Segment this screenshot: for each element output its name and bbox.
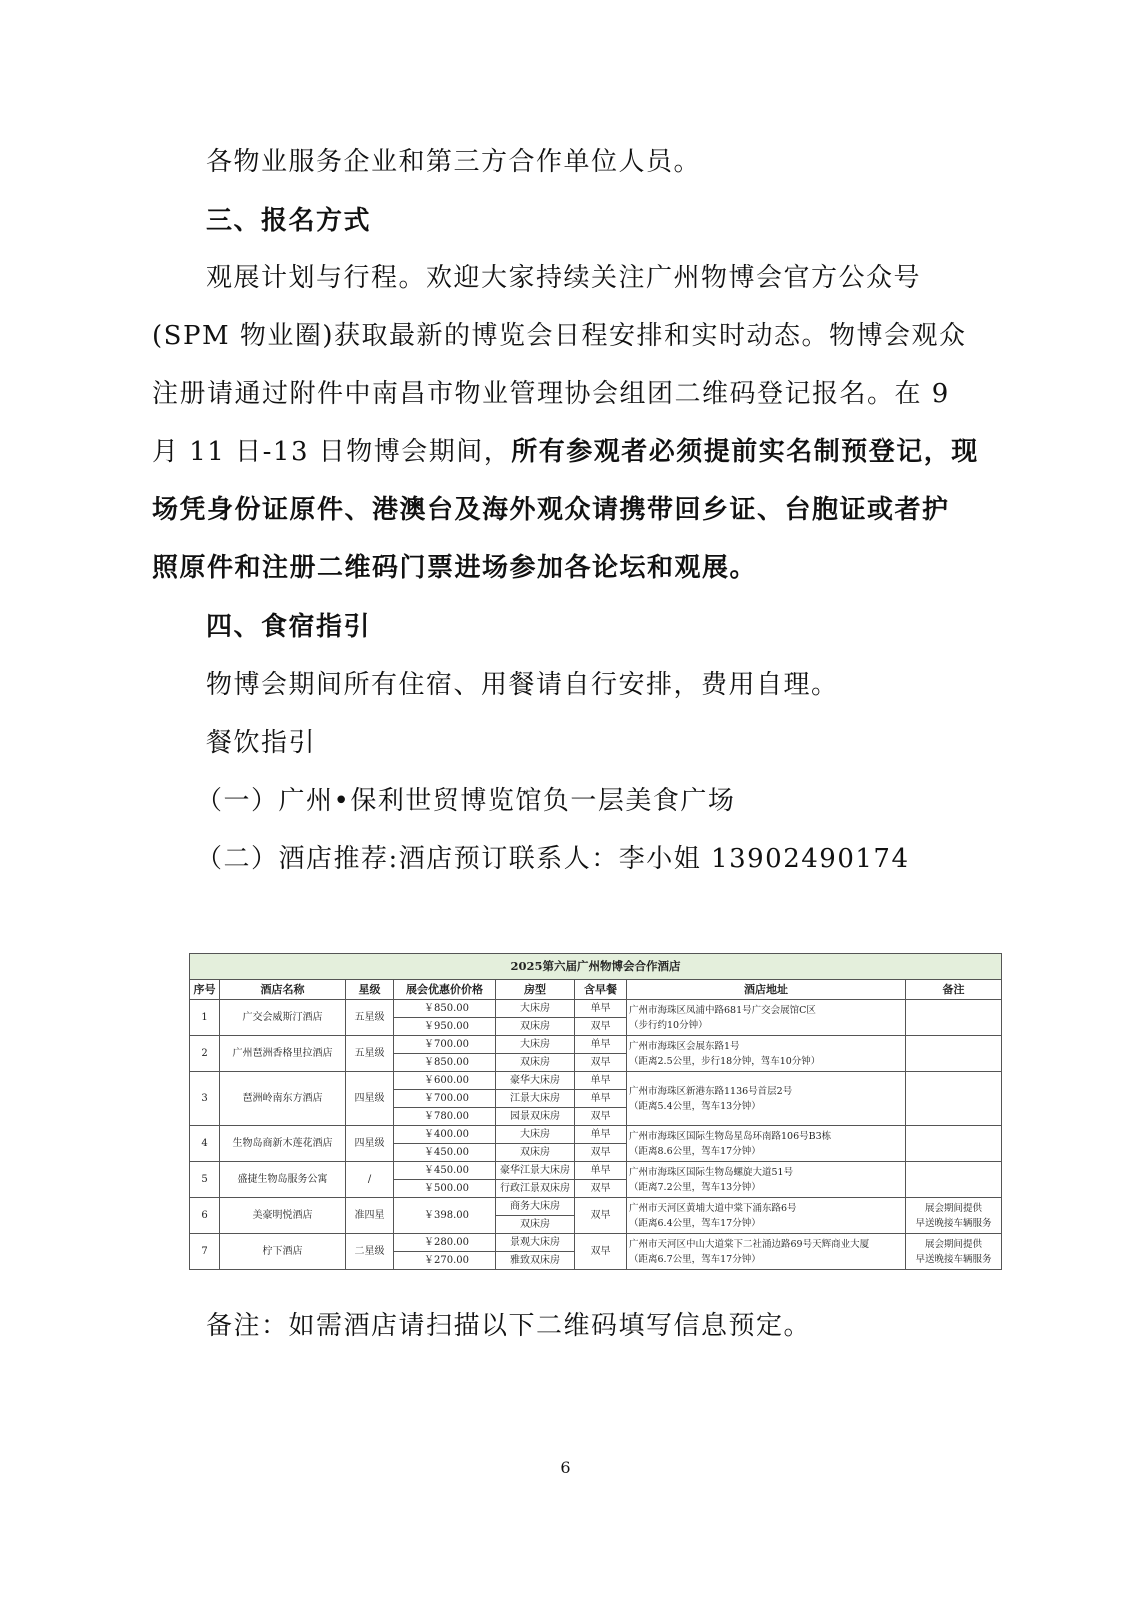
cell-note: [906, 1126, 1002, 1162]
header-hotel-name: 酒店名称: [220, 980, 346, 1000]
cell-price: ￥500.00: [394, 1180, 496, 1198]
cell-no: 5: [190, 1162, 220, 1198]
cell-star: 四星级: [346, 1126, 394, 1162]
cell-price: ￥850.00: [394, 1054, 496, 1072]
cell-address: [627, 1000, 906, 1036]
cell-note: [906, 1000, 1002, 1036]
cell-room-type: 大床房: [496, 1036, 575, 1054]
address-line: 广州市海珠区国际生物岛星岛环南路106号B3栋: [629, 1130, 832, 1142]
table-title: 2025第六届广州物博会合作酒店: [190, 954, 1002, 980]
paragraph-registration-line2: (SPM 物业圈)获取最新的博览会日程安排和实时动态。物博会观众: [152, 321, 967, 351]
paragraph-registration-line5: 场凭身份证原件、港澳台及海外观众请携带回乡证、台胞证或者护: [152, 495, 950, 525]
table-row: [190, 1198, 1002, 1216]
cell-star: 五星级: [346, 1036, 394, 1072]
paragraph-registration-line6: 照原件和注册二维码门票进场参加各论坛和观展。: [152, 553, 758, 583]
address-line: 广州市海珠区会展东路1号: [629, 1040, 740, 1052]
cell-address: [627, 1126, 906, 1162]
cell-address: [627, 1162, 906, 1198]
cell-breakfast: 单早: [575, 1162, 627, 1180]
paragraph-dining-guide: 餐饮指引: [206, 728, 317, 758]
address-line: 广州市天河区中山大道棠下二社涌边路69号天辉商业大厦: [629, 1238, 870, 1250]
cell-room-type: 豪华江景大床房: [496, 1162, 575, 1180]
cell-breakfast: 双早: [575, 1198, 627, 1234]
cell-breakfast: 单早: [575, 1072, 627, 1090]
cell-no: 7: [190, 1234, 220, 1270]
cell-price: ￥450.00: [394, 1144, 496, 1162]
header-room-type: 房型: [496, 980, 575, 1000]
cell-note: [906, 1198, 1002, 1234]
cell-no: 1: [190, 1000, 220, 1036]
page-number: 6: [560, 1458, 571, 1477]
address-distance: （距离6.4公里，驾车17分钟）: [629, 1217, 761, 1229]
cell-room-type: 园景双床房: [496, 1108, 575, 1126]
cell-price: ￥700.00: [394, 1036, 496, 1054]
cell-breakfast: 单早: [575, 1036, 627, 1054]
cell-hotel-name: 柠下酒店: [220, 1234, 346, 1270]
table-row: [190, 1036, 1002, 1054]
cell-breakfast: 单早: [575, 1090, 627, 1108]
cell-star: 五星级: [346, 1000, 394, 1036]
heading-registration: 三、报名方式: [206, 206, 372, 236]
note-line: 早送晚接车辆服务: [915, 1253, 992, 1265]
cell-hotel-name: 美豪明悦酒店: [220, 1198, 346, 1234]
cell-price: ￥280.00: [394, 1234, 496, 1252]
paragraph-booking-note: 备注：如需酒店请扫描以下二维码填写信息预定。: [206, 1311, 812, 1341]
cell-breakfast: 双早: [575, 1180, 627, 1198]
cell-hotel-name: 生物岛商新木莲花酒店: [220, 1126, 346, 1162]
paragraph-self-arranged: 物博会期间所有住宿、用餐请自行安排，费用自理。: [206, 670, 839, 700]
cell-room-type: 双床房: [496, 1054, 575, 1072]
hotel-table: [189, 953, 1002, 1270]
cell-room-type: 双床房: [496, 1144, 575, 1162]
header-address: 酒店地址: [627, 980, 906, 1000]
paragraph-hotel-recommendation: （二）酒店推荐:酒店预订联系人：李小姐 13902490174: [196, 844, 910, 874]
cell-room-type: 大床房: [496, 1126, 575, 1144]
address-distance: （距离5.4公里，驾车13分钟）: [629, 1100, 761, 1112]
cell-star: /: [346, 1162, 394, 1198]
cell-note: [906, 1036, 1002, 1072]
hotel-table-container: [189, 953, 1001, 1270]
header-no: 序号: [190, 980, 220, 1000]
address-distance: （步行约10分钟）: [629, 1019, 708, 1031]
cell-hotel-name: 广交会威斯汀酒店: [220, 1000, 346, 1036]
cell-price: ￥950.00: [394, 1018, 496, 1036]
cell-breakfast: 双早: [575, 1234, 627, 1270]
paragraph-participants: 各物业服务企业和第三方合作单位人员。: [206, 147, 702, 177]
header-breakfast: 含早餐: [575, 980, 627, 1000]
cell-note: [906, 1234, 1002, 1270]
cell-star: 准四星: [346, 1198, 394, 1234]
cell-breakfast: 双早: [575, 1054, 627, 1072]
address-distance: （距离6.7公里，驾车17分钟）: [629, 1253, 761, 1265]
cell-breakfast: 双早: [575, 1018, 627, 1036]
cell-price: ￥600.00: [394, 1072, 496, 1090]
cell-no: 4: [190, 1126, 220, 1162]
address-distance: （距离2.5公里，步行18分钟，驾车10分钟）: [629, 1055, 821, 1067]
address-line: 广州市天河区黄埔大道中棠下涌东路6号: [629, 1202, 797, 1214]
cell-room-type: 双床房: [496, 1216, 575, 1234]
cell-price: ￥450.00: [394, 1162, 496, 1180]
cell-breakfast: 双早: [575, 1144, 627, 1162]
cell-price: ￥398.00: [394, 1198, 496, 1234]
cell-room-type: 双床房: [496, 1018, 575, 1036]
cell-price: ￥780.00: [394, 1108, 496, 1126]
cell-price: ￥400.00: [394, 1126, 496, 1144]
cell-room-type: 行政江景双床房: [496, 1180, 575, 1198]
address-distance: （距离7.2公里，驾车13分钟）: [629, 1181, 761, 1193]
address-line: 广州市海珠区新港东路1136号首层2号: [629, 1085, 793, 1097]
cell-note: [906, 1162, 1002, 1198]
table-row: [190, 1000, 1002, 1018]
cell-price: ￥700.00: [394, 1090, 496, 1108]
header-star: 星级: [346, 980, 394, 1000]
paragraph-registration-line4: [152, 422, 982, 482]
note-line: 展会期间提供: [925, 1238, 983, 1250]
paragraph-registration-line1: 观展计划与行程。欢迎大家持续关注广州物博会官方公众号: [206, 263, 922, 293]
header-price: 展会优惠价价格: [394, 980, 496, 1000]
line4-normal-text: 月 11 日-13 日物博会期间，: [152, 437, 512, 467]
note-line: 早送晚接车辆服务: [915, 1217, 992, 1229]
cell-room-type: 商务大床房: [496, 1198, 575, 1216]
cell-star: 二星级: [346, 1234, 394, 1270]
cell-address: [627, 1072, 906, 1126]
cell-address: [627, 1198, 906, 1234]
cell-breakfast: 双早: [575, 1108, 627, 1126]
cell-breakfast: 单早: [575, 1126, 627, 1144]
cell-no: 2: [190, 1036, 220, 1072]
cell-hotel-name: 琶洲岭南东方酒店: [220, 1072, 346, 1126]
cell-address: [627, 1234, 906, 1270]
line4-bold-text: 所有参观者必须提前实名制预登记，现: [511, 437, 979, 467]
table-row: [190, 1126, 1002, 1144]
cell-note: [906, 1072, 1002, 1126]
table-row: [190, 1162, 1002, 1180]
cell-hotel-name: 广州琶洲香格里拉酒店: [220, 1036, 346, 1072]
heading-food-lodging: 四、食宿指引: [206, 612, 372, 642]
cell-room-type: 豪华大床房: [496, 1072, 575, 1090]
cell-room-type: 江景大床房: [496, 1090, 575, 1108]
cell-no: 3: [190, 1072, 220, 1126]
address-line: 广州市海珠区国际生物岛螺旋大道51号: [629, 1166, 794, 1178]
cell-price: ￥850.00: [394, 1000, 496, 1018]
paragraph-registration-line3: 注册请通过附件中南昌市物业管理协会组团二维码登记报名。在 9: [152, 379, 950, 409]
cell-price: ￥270.00: [394, 1252, 496, 1270]
cell-address: [627, 1036, 906, 1072]
cell-star: 四星级: [346, 1072, 394, 1126]
cell-room-type: 大床房: [496, 1000, 575, 1018]
table-row: [190, 1234, 1002, 1252]
cell-room-type: 雅致双床房: [496, 1252, 575, 1270]
paragraph-dining-option-1: （一）广州•保利世贸博览馆负一层美食广场: [196, 786, 736, 816]
table-row: [190, 1072, 1002, 1090]
cell-hotel-name: 盛捷生物岛服务公寓: [220, 1162, 346, 1198]
cell-no: 6: [190, 1198, 220, 1234]
header-note: 备注: [906, 980, 1002, 1000]
cell-room-type: 景观大床房: [496, 1234, 575, 1252]
cell-breakfast: 单早: [575, 1000, 627, 1018]
address-distance: （距离8.6公里，驾车17分钟）: [629, 1145, 761, 1157]
note-line: 展会期间提供: [925, 1202, 983, 1214]
address-line: 广州市海珠区凤浦中路681号广交会展馆C区: [629, 1004, 816, 1016]
